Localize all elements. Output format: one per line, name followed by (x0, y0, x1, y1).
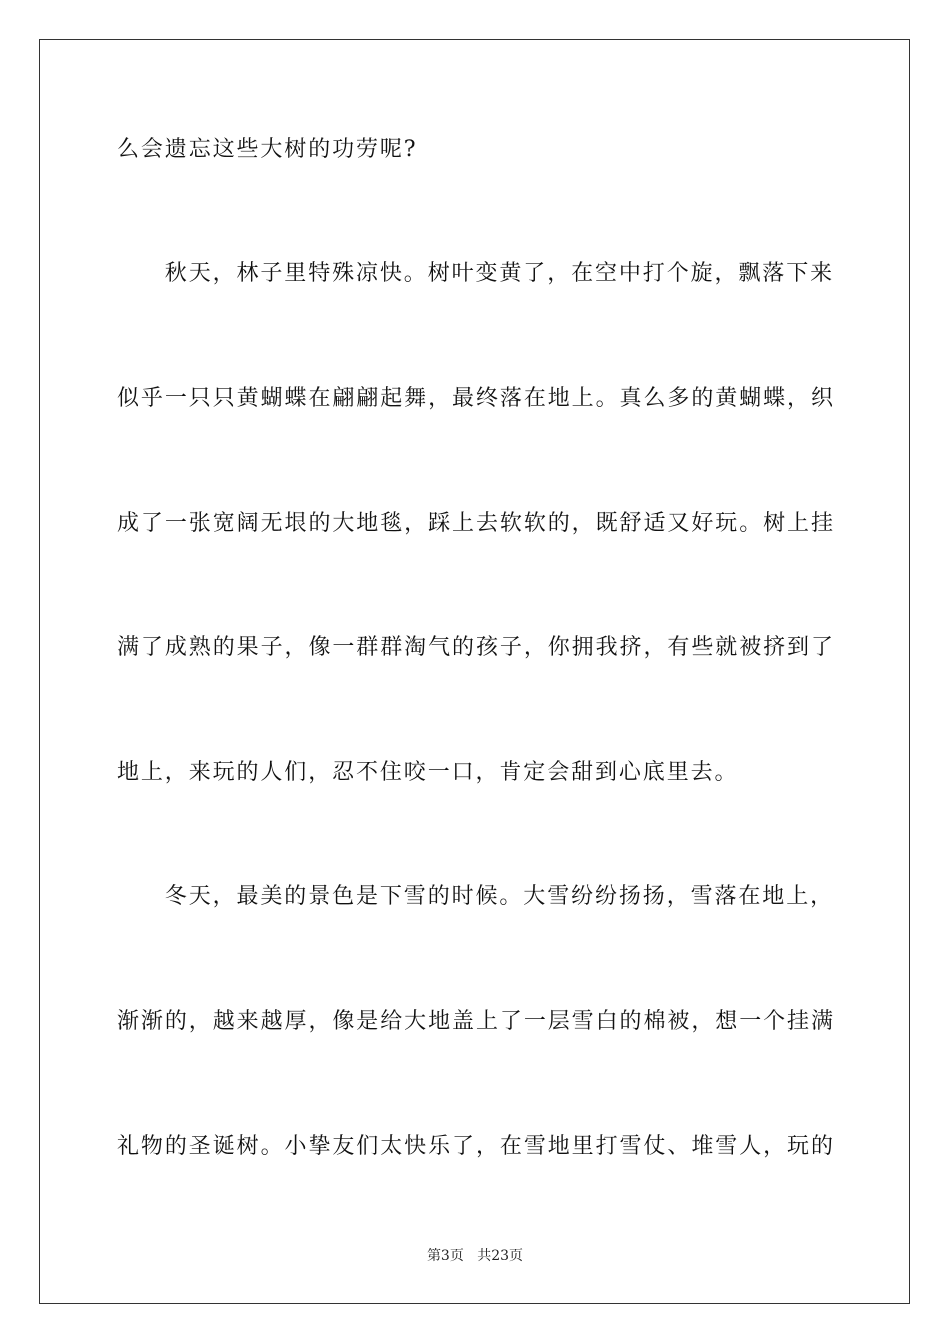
page-footer (0, 1247, 950, 1265)
text-line: 满了成熟的果子，像一群群淘气的孩子，你拥我挤，有些就被挤到了 (117, 635, 833, 660)
text-line: 渐渐的，越来越厚，像是给大地盖上了一层雪白的棉被，想一个挂满 (117, 1009, 833, 1034)
page-total: 共23页 (477, 1248, 524, 1264)
page-number: 第3页 (426, 1248, 464, 1264)
text-line: 秋天，林子里特殊凉快。树叶变黄了，在空中打个旋，飘落下来 (117, 261, 835, 286)
page-border (39, 39, 910, 1304)
text-line: 礼物的圣诞树。小挚友们太快乐了，在雪地里打雪仗、堆雪人，玩的 (117, 1134, 833, 1159)
text-line: 冬天，最美的景色是下雪的时候。大雪纷纷扬扬，雪落在地上， (117, 884, 835, 909)
text-line: 成了一张宽阔无垠的大地毯，踩上去软软的，既舒适又好玩。树上挂 (117, 511, 833, 536)
text-line: 么会遗忘这些大树的功劳呢? (117, 137, 418, 162)
text-line: 似乎一只只黄蝴蝶在翩翩起舞，最终落在地上。真么多的黄蝴蝶，织 (117, 386, 833, 411)
text-line: 地上，来玩的人们，忍不住咬一口，肯定会甜到心底里去。 (117, 760, 739, 785)
